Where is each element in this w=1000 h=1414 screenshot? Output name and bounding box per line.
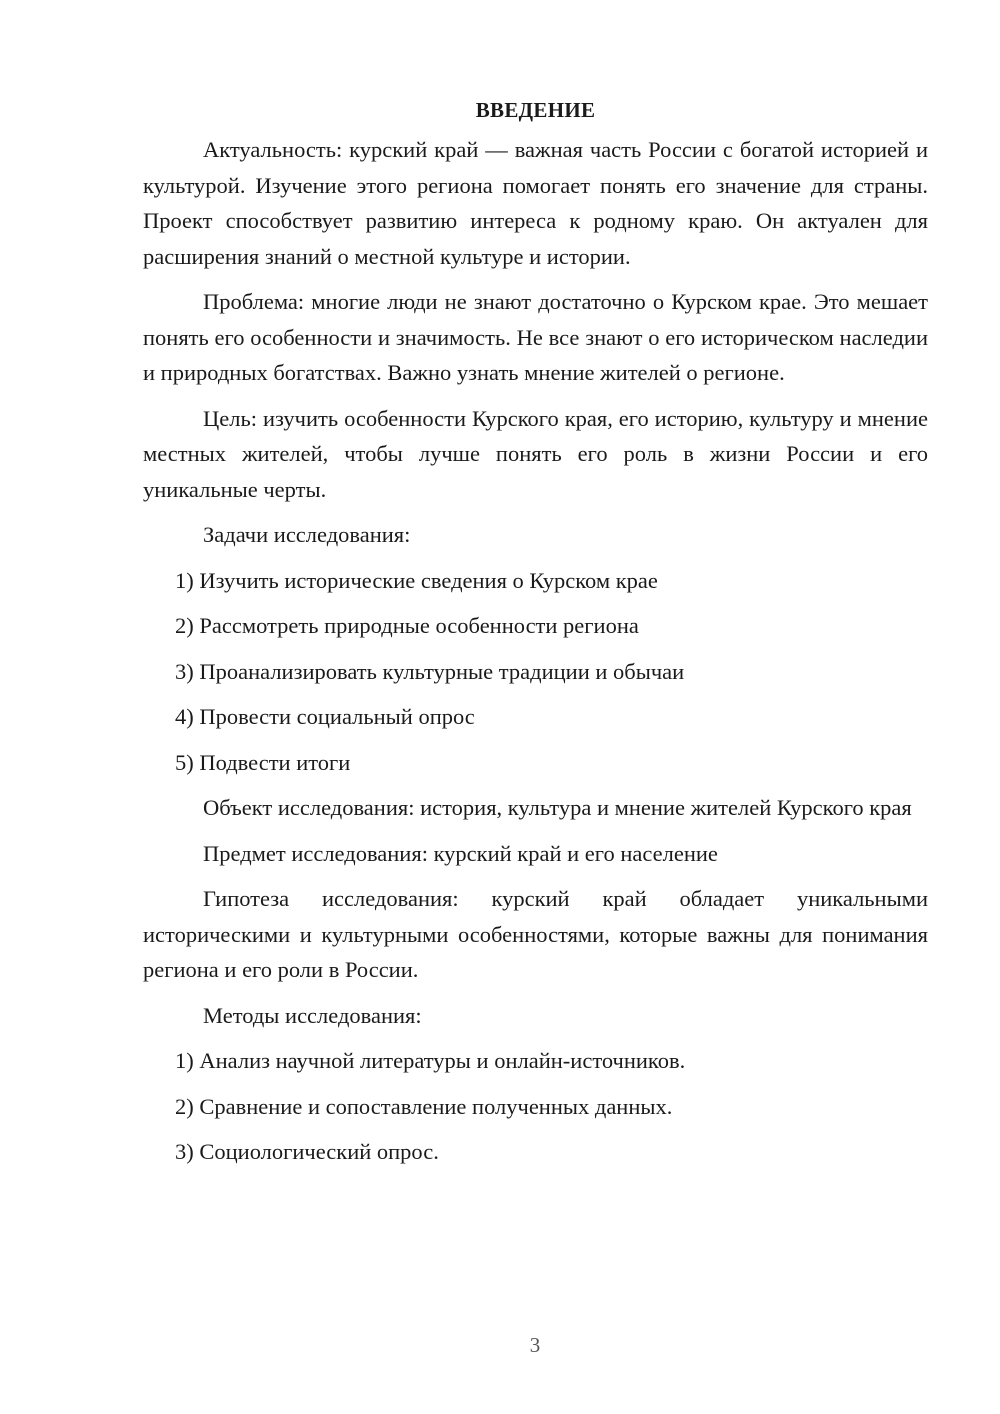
task-item-1: 1) Изучить исторические сведения о Курском крае <box>175 567 658 593</box>
object-paragraph: Объект исследования: история, культура и мнение жителей Курского края <box>203 795 912 820</box>
method-item-2: 2) Сравнение и сопоставление полученных данных. <box>175 1093 673 1119</box>
method-item-1: 1) Анализ научной литературы и онлайн-источников. <box>175 1048 686 1073</box>
task-item-2: 2) Рассмотреть природные особенности региона <box>175 613 639 638</box>
document-page <box>143 92 928 1180</box>
hypothesis-paragraph: Гипотеза исследования: курский край обладает уникальными историческими и культурными особенностями, которые важны для понимания региона и его роли в России. <box>143 886 928 982</box>
page-number: 3 <box>529 1333 541 1357</box>
subject-paragraph: Предмет исследования: курский край и его население <box>203 840 718 866</box>
actuality-paragraph: Актуальность: курский край — важная часть России с богатой историей и культурой. Изучение этого региона помогает понять его значение для страны. Проект способствует развитию интереса к родному краю. Он актуален для расширения знаний о местной культуре и истории. <box>143 137 928 269</box>
methods-heading: Методы исследования: <box>203 1002 422 1028</box>
task-item-4: 4) Провести социальный опрос <box>175 704 475 729</box>
problem-paragraph: Проблема: многие люди не знают достаточно о Курском крае. Это мешает понять его особенности и значимость. Не все знают о его историческом наследии и природных богатствах. Важно узнать мнение жителей о регионе. <box>143 289 928 385</box>
tasks-heading: Задачи исследования: <box>203 522 411 547</box>
method-item-3: 3) Социологический опрос. <box>175 1139 439 1164</box>
goal-paragraph: Цель: изучить особенности Курского края, его историю, культуру и мнение местных жителей, чтобы лучше понять его роль в жизни России и его уникальные черты. <box>143 405 928 502</box>
page-title: ВВЕДЕНИЕ <box>475 98 596 122</box>
task-item-5: 5) Подвести итоги <box>175 749 351 775</box>
task-item-3: 3) Проанализировать культурные традиции и обычаи <box>175 658 685 684</box>
